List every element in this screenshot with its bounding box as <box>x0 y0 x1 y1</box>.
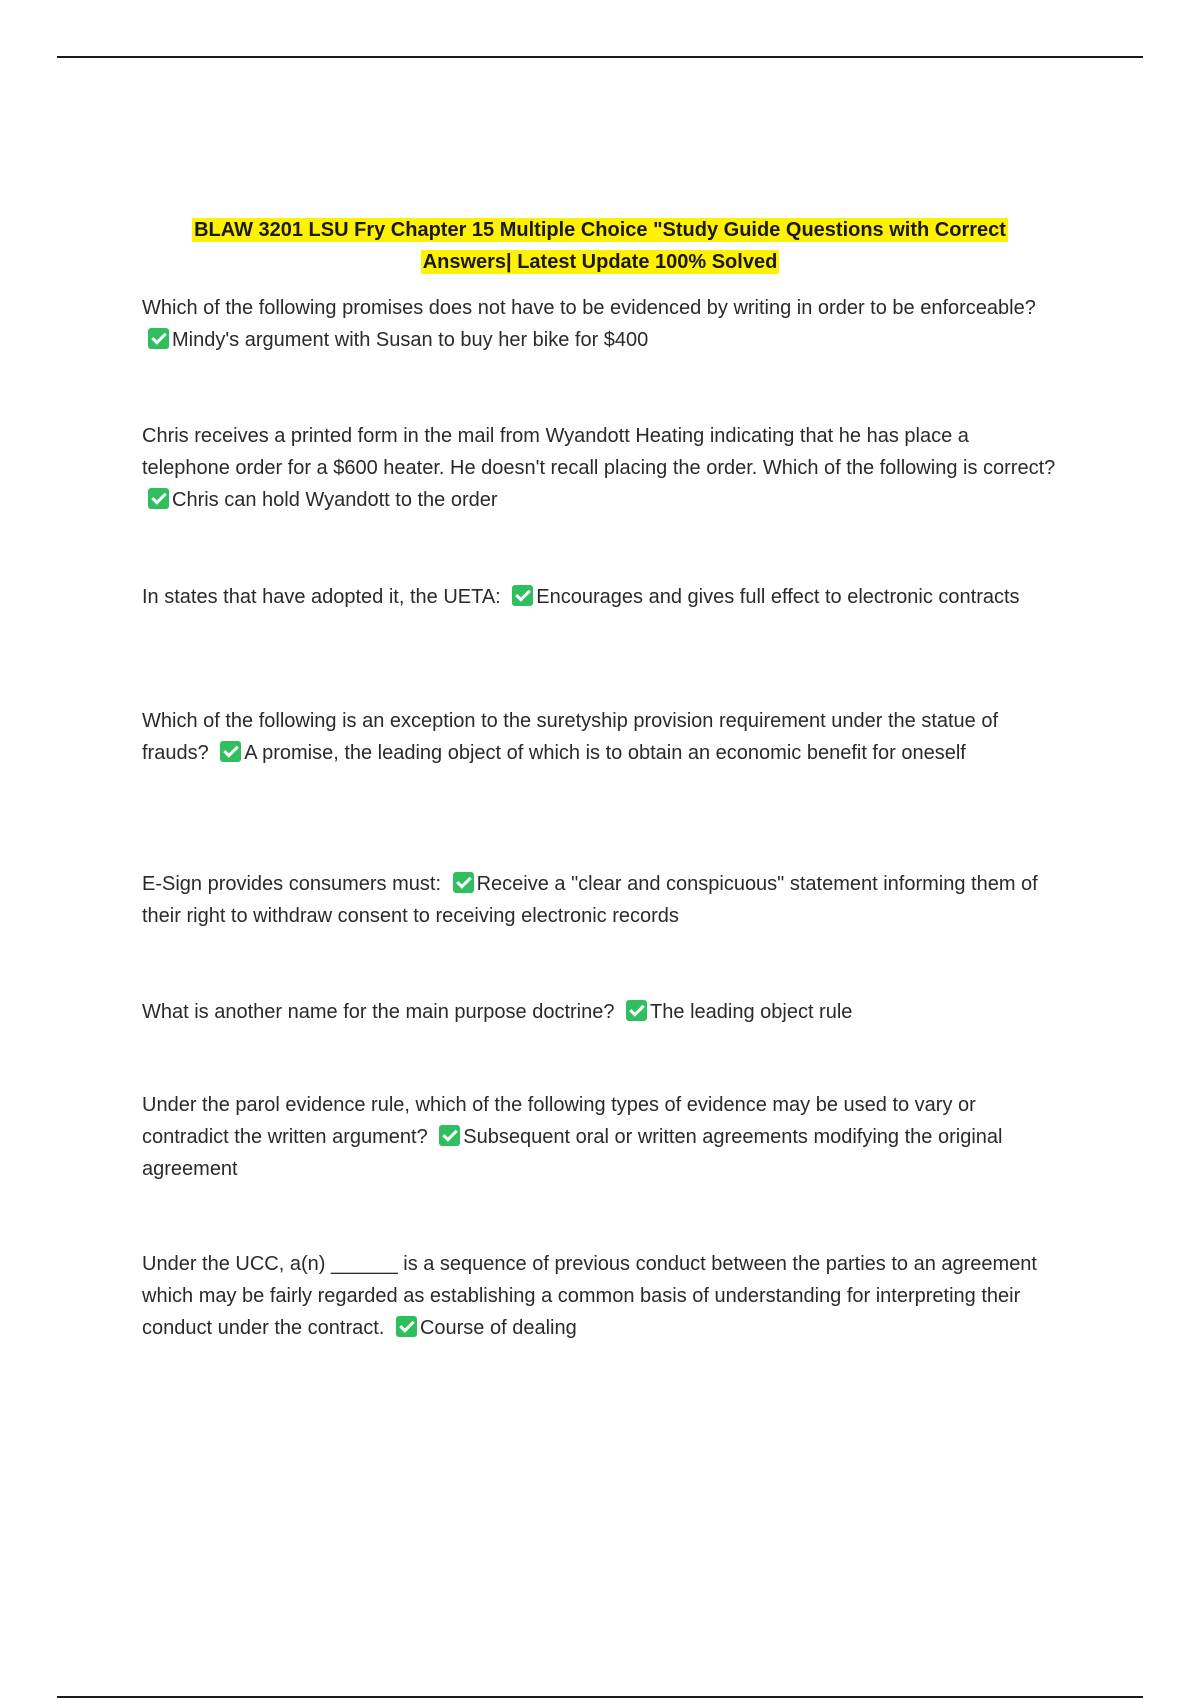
check-icon <box>220 741 241 762</box>
check-icon <box>512 585 533 606</box>
answer-text: The leading object rule <box>650 1001 853 1023</box>
question-text: Under the parol evidence rule, which of the following types of evidence may be used to vary or contradict the written argument? <box>142 1094 976 1148</box>
qa-item-2 <box>142 420 1062 516</box>
check-icon <box>439 1125 460 1146</box>
qa-item-7 <box>142 1089 1062 1185</box>
answer-text: A promise, the leading object of which is to obtain an economic benefit for oneself <box>244 742 966 764</box>
answer-text: Chris can hold Wyandott to the order <box>172 489 498 511</box>
qa-item-3 <box>142 581 1062 613</box>
qa-item-6 <box>142 996 1062 1028</box>
check-icon <box>396 1316 417 1337</box>
check-icon <box>453 872 474 893</box>
top-divider <box>57 56 1143 58</box>
document-title <box>142 214 1058 278</box>
question-text: Which of the following is an exception to the suretyship provision requirement under the statue of frauds? <box>142 710 999 764</box>
qa-item-1 <box>142 292 1062 356</box>
answer-text: Encourages and gives full effect to electronic contracts <box>536 586 1020 608</box>
qa-item-5 <box>142 868 1062 932</box>
title-line-1: BLAW 3201 LSU Fry Chapter 15 Multiple Choice "Study Guide Questions with Correct <box>194 219 1006 241</box>
answer-text: Course of dealing <box>419 1317 577 1339</box>
check-icon <box>148 328 169 349</box>
question-text: Under the UCC, a(n) ______ is a sequence of previous conduct between the parties to an agreement which may be fairly regarded as establishing a common basis of understanding for interpreting their conduct under the contract. <box>142 1253 1037 1339</box>
qa-item-4 <box>142 705 1062 769</box>
question-text: Chris receives a printed form in the mail from Wyandott Heating indicating that he has place a telephone order for a $600 heater. He doesn't recall placing the order. Which of the following is correct? <box>142 425 1056 479</box>
question-text: What is another name for the main purpose doctrine? <box>142 1001 615 1023</box>
qa-item-8 <box>142 1248 1062 1344</box>
answer-text: Receive a "clear and conspicuous" statement informing them of their right to withdraw consent to receiving electronic records <box>142 873 1038 927</box>
bottom-divider <box>57 1696 1143 1698</box>
question-text: In states that have adopted it, the UETA: <box>142 586 501 608</box>
answer-text: Mindy's argument with Susan to buy her bike for $400 <box>172 329 649 351</box>
answer-text: Subsequent oral or written agreements modifying the original agreement <box>142 1126 1003 1180</box>
check-icon <box>148 488 169 509</box>
check-icon <box>626 1000 647 1021</box>
question-text: E-Sign provides consumers must: <box>142 873 442 895</box>
question-text: Which of the following promises does not have to be evidenced by writing in order to be enforceable? <box>142 297 1036 319</box>
title-line-2: Answers| Latest Update 100% Solved <box>422 251 778 273</box>
